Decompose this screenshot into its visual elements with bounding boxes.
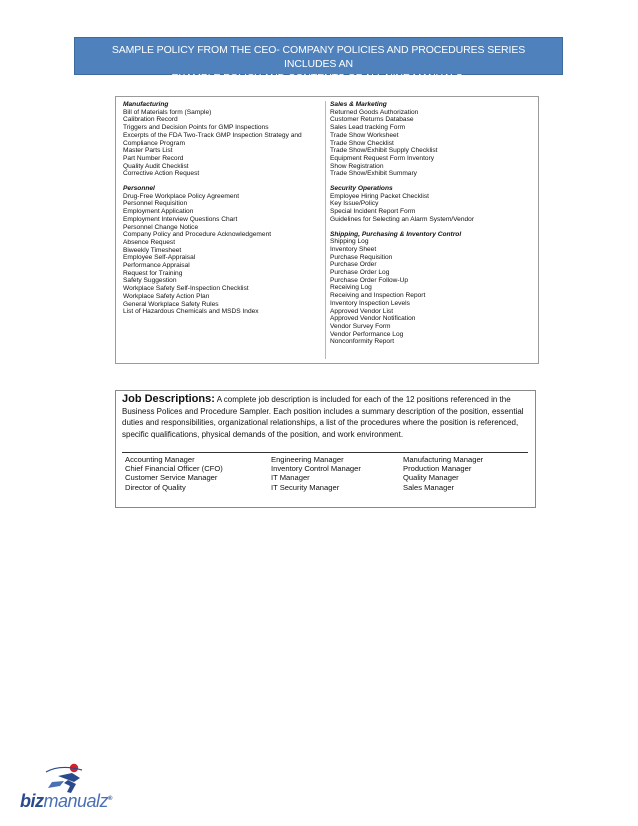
form-list-item: Approved Vendor Notification (330, 315, 416, 323)
form-list-item: Corrective Action Request (123, 170, 200, 178)
form-list-item: Shipping Log (330, 238, 369, 246)
positions-column-3 (403, 455, 483, 492)
position-title: Quality Manager (403, 473, 459, 483)
form-list-item: Master Parts List (123, 147, 173, 155)
form-list-item: Returned Goods Authorization (330, 108, 419, 116)
form-list-item: Triggers and Decision Points for GMP Inspections (123, 124, 269, 132)
form-list-item: Employee Self-Appraisal (123, 254, 196, 262)
position-title: IT Manager (271, 473, 310, 483)
section-title: Security Operations (330, 185, 393, 193)
form-list-item: Trade Show Checklist (330, 139, 394, 147)
job-descriptions-box (115, 390, 536, 508)
position-title: Manufacturing Manager (403, 455, 484, 464)
form-list-item: Drug-Free Workplace Policy Agreement (123, 192, 240, 200)
form-list-item: Performance Appraisal (123, 262, 190, 270)
position-title: IT Security Manager (271, 482, 340, 492)
form-list-item: Vendor Performance Log (330, 330, 404, 338)
form-list-item: Employee Hiring Packet Checklist (330, 192, 429, 200)
position-title: Chief Financial Officer (CFO) (125, 464, 223, 474)
form-list-item: Purchase Order (330, 261, 377, 269)
position-title: Accounting Manager (125, 455, 195, 464)
form-list-item: Approved Vendor List (330, 307, 394, 315)
position-title: Engineering Manager (271, 455, 344, 464)
form-list-item: Personnel Requisition (123, 200, 188, 208)
header-banner (74, 37, 563, 84)
form-list-item: Show Registration (330, 162, 384, 170)
form-list-item: Purchase Order Follow-Up (330, 276, 409, 284)
form-list-item: Trade Show/Exhibit Summary (330, 170, 417, 178)
form-list-item: Company Policy and Procedure Acknowledgement (123, 231, 272, 239)
position-title: Customer Service Manager (125, 473, 218, 483)
section-spacer (330, 178, 535, 185)
form-list-item: Purchase Requisition (330, 253, 393, 261)
form-list-item: Quality Audit Checklist (123, 162, 189, 170)
position-title: Director of Quality (125, 482, 186, 492)
positions-column-2 (271, 455, 361, 492)
section-title: Personnel (123, 185, 155, 193)
section-title: Shipping, Purchasing & Inventory Control (330, 230, 462, 238)
form-list-item: General Workplace Safety Rules (123, 300, 219, 308)
form-list-item: Compliance Program (123, 139, 185, 147)
form-list-item: Part Number Record (123, 154, 184, 162)
form-list-item: Safety Suggestion (123, 277, 177, 285)
form-list-item: Request for Training (123, 269, 183, 277)
form-list-item: List of Hazardous Chemicals and MSDS Index (123, 308, 259, 316)
form-list-item: Personnel Change Notice (123, 223, 199, 231)
form-list-item: Special Incident Report Form (330, 208, 416, 216)
form-list-item: Absence Request (123, 238, 176, 246)
job-descriptions-text: A complete job description is included for each of the 12 positions referenced in the Business Polices and Procedure Sampler. Each position includes a summary description of the position, essential duties and responsibilities, organizational relationships, a list of the procedures where the position is referenced, specific qualifications, physical demands of the position, and work environment. (122, 395, 524, 440)
forms-contents-box (115, 96, 539, 364)
form-list-item: Guidelines for Selecting an Alarm System/Vendor (330, 215, 475, 223)
job-descriptions-intro (122, 394, 532, 441)
form-list-item: Excerpts of the FDA Two-Track GMP Inspection Strategy and (123, 131, 302, 139)
form-list-item: Workplace Safety Self-Inspection Checklist (123, 285, 249, 293)
position-title: Production Manager (403, 464, 472, 474)
banner-line-2: EXAMPLE POLICY AND CONTENTS OF ALL NINE MANUALS. (171, 72, 466, 84)
positions-column-1 (125, 455, 223, 492)
position-title: Inventory Control Manager (271, 464, 361, 474)
logo-registered-mark: ® (108, 796, 112, 802)
form-list-item: Bill of Materials form (Sample) (123, 108, 212, 116)
bizmanualz-logo (20, 762, 116, 814)
logo-word-manualz: manualz (43, 791, 109, 811)
column-divider (325, 101, 326, 359)
form-list-item: Employment Application (123, 208, 194, 216)
section-spacer (330, 224, 535, 231)
form-list-item: Biweekly Timesheet (123, 246, 182, 254)
form-list-item: Calibration Record (123, 116, 178, 124)
form-list-item: Customer Returns Database (330, 116, 414, 124)
contents-right-column (330, 101, 535, 346)
section-spacer (123, 178, 327, 185)
contents-left-column (123, 101, 327, 316)
form-list-item: Inventory Sheet (330, 245, 377, 253)
form-list-item: Inventory Inspection Levels (330, 299, 410, 307)
form-list-item: Key Issue/Policy (330, 200, 379, 208)
form-list-item: Trade Show/Exhibit Supply Checklist (330, 147, 438, 155)
section-title: Sales & Marketing (330, 101, 387, 108)
form-list-item: Vendor Survey Form (330, 322, 391, 330)
job-descriptions-heading: Job Descriptions: (122, 393, 215, 405)
form-list-item: Receiving and Inspection Report (330, 292, 426, 300)
form-list-item: Equipment Request Form Inventory (330, 154, 435, 162)
form-list-item: Purchase Order Log (330, 269, 390, 277)
banner-line-1: SAMPLE POLICY FROM THE CEO- COMPANY POLICIES AND PROCEDURES SERIES INCLUDES AN (111, 44, 526, 70)
position-title: Sales Manager (403, 482, 455, 492)
form-list-item: Workplace Safety Action Plan (123, 292, 210, 300)
form-list-item: Employment Interview Questions Chart (123, 215, 238, 223)
logo-word-biz: biz (20, 791, 44, 811)
form-list-item: Trade Show Worksheet (330, 131, 399, 139)
section-title: Manufacturing (123, 101, 169, 108)
form-list-item: Receiving Log (330, 284, 372, 292)
job-descriptions-rule (122, 452, 528, 453)
form-list-item: Sales Lead tracking Form (330, 124, 406, 132)
form-list-item: Nonconformity Report (330, 338, 395, 346)
logo-wordmark (20, 791, 112, 812)
